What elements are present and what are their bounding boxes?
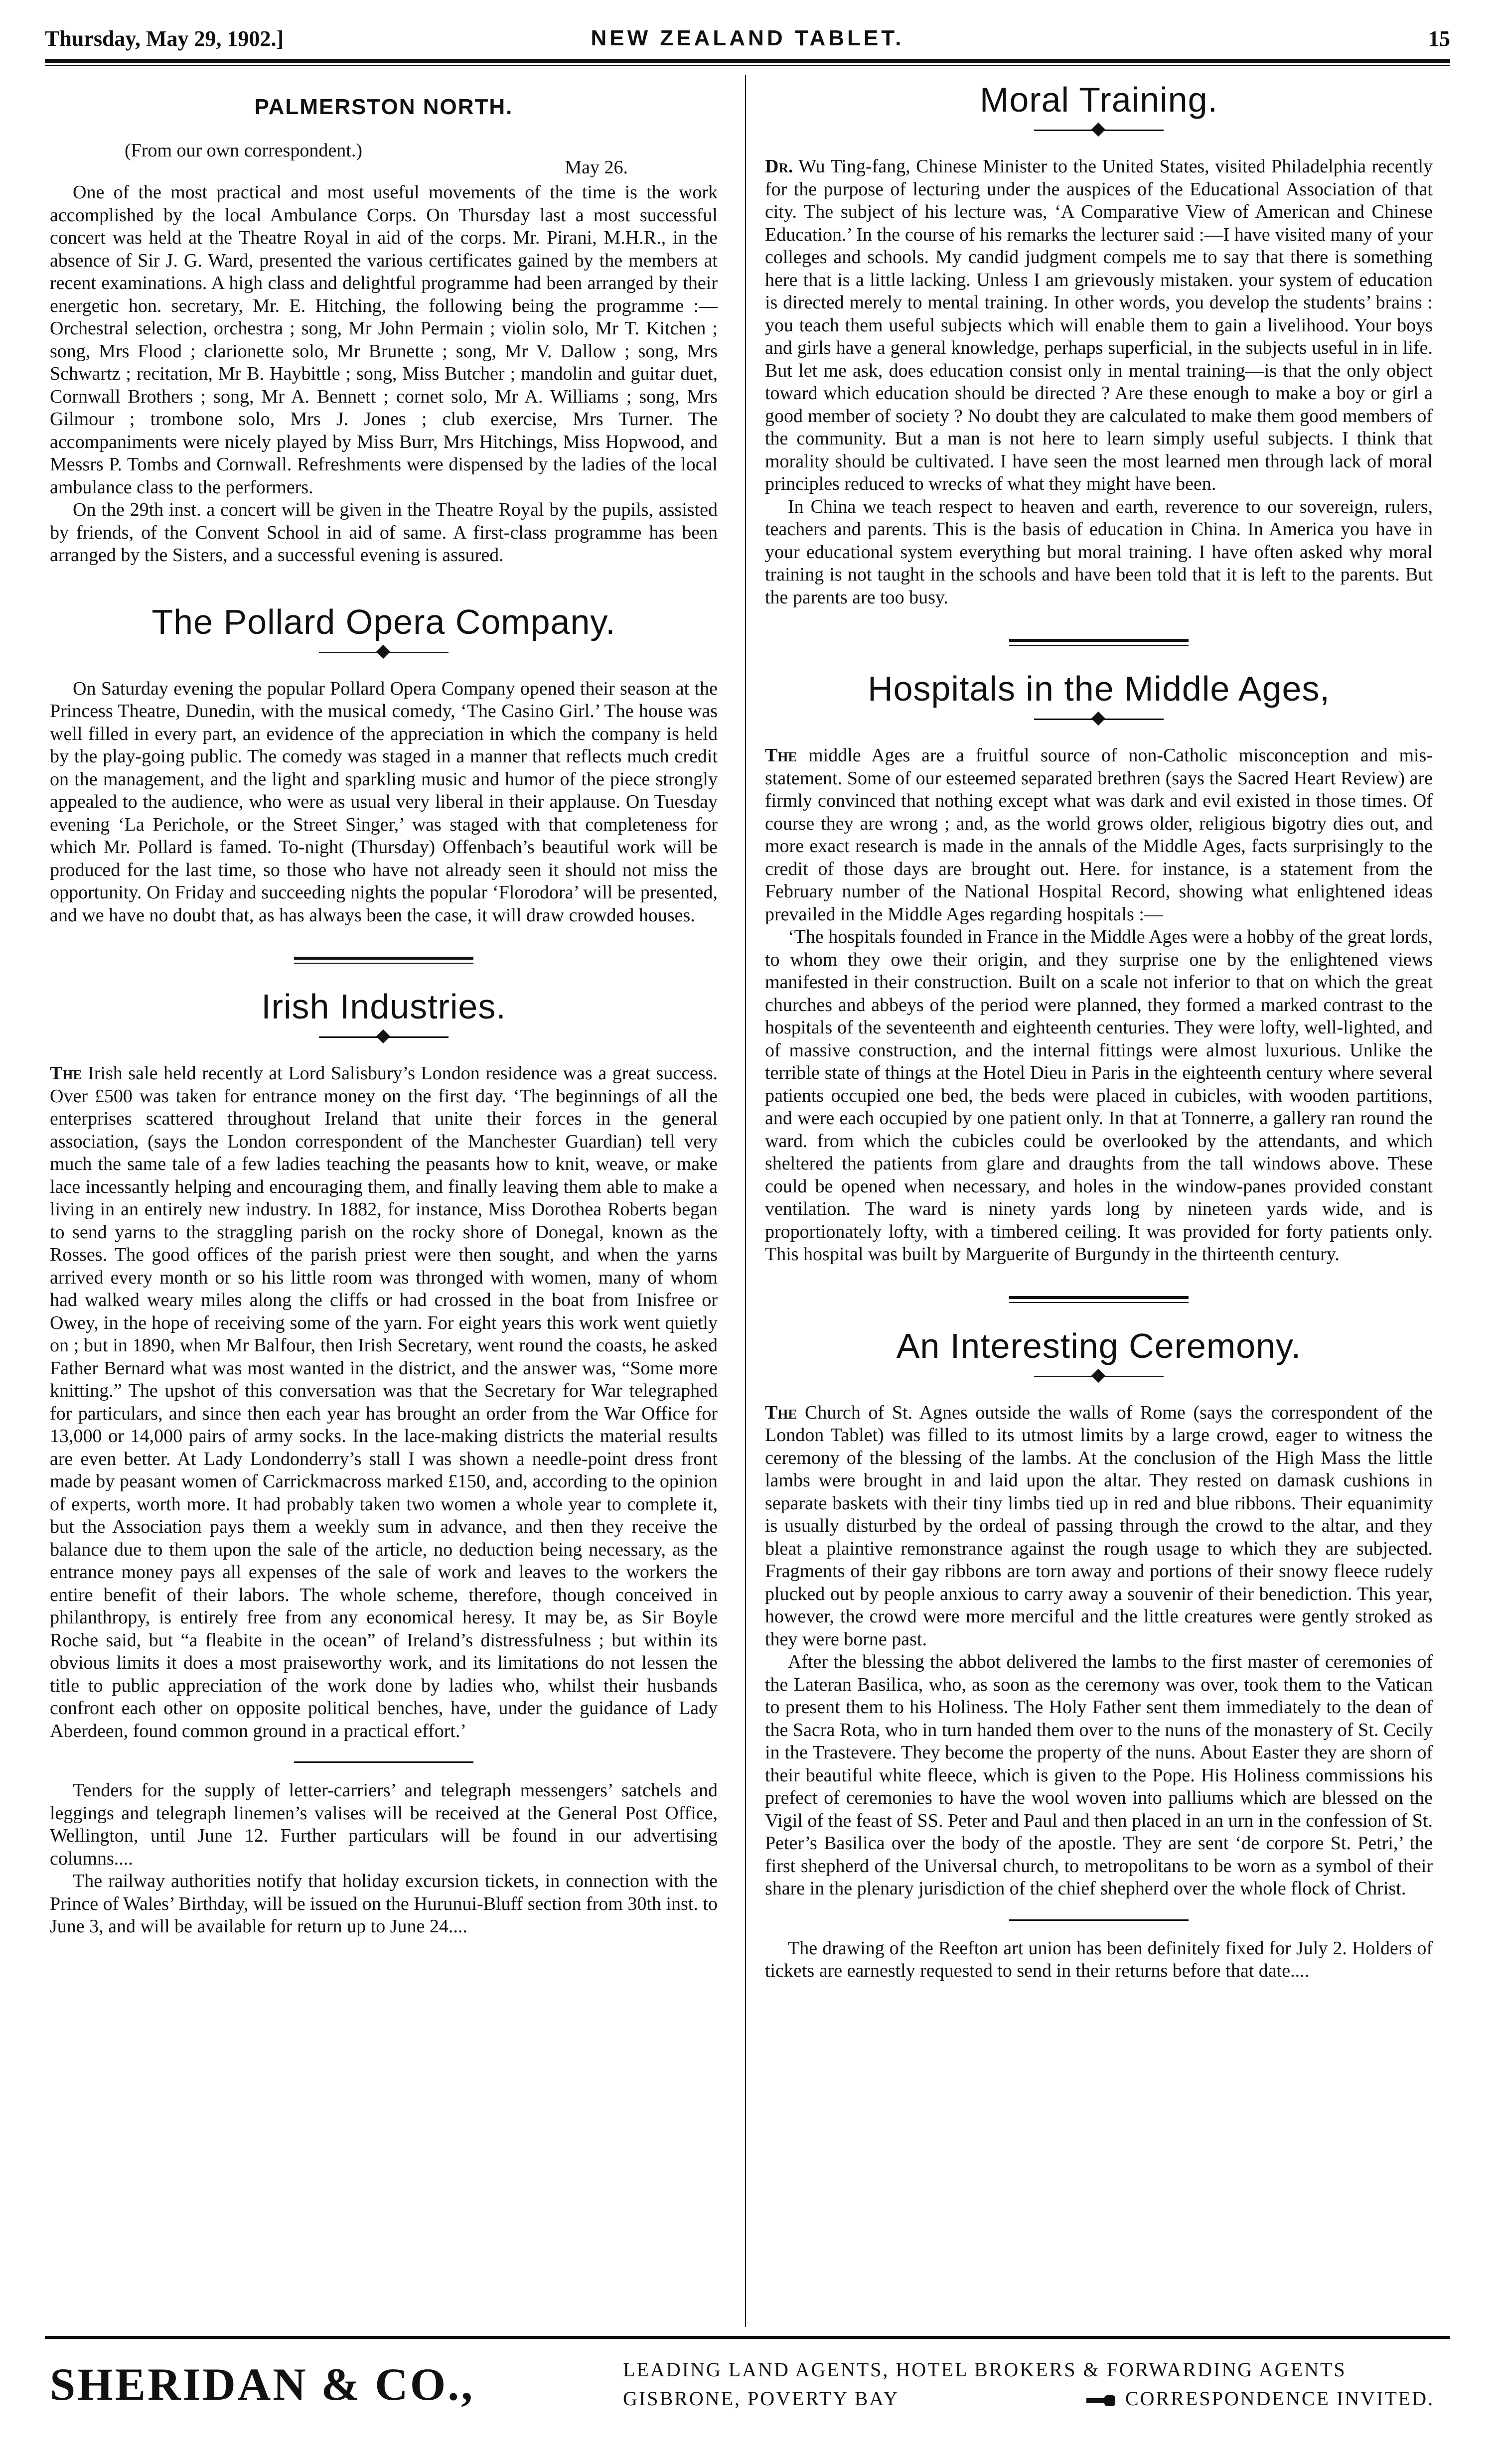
lead-word: The [50, 1063, 82, 1084]
paragraph-text: Church of St. Agnes outside the walls of Rome (says the correspondent of the London Tablet) was filled to its utmost limits by a large crowd, eager to witness the ceremony of the blessing of the lambs. At the conclusion of the High Mass the little lambs were brought in and laid upon the altar. They rested on damask cushions in separate baskets with their tiny limbs tied up in red and blue ribbons. Their equanimity is usually disturbed by the ordeal of passing through the crowd to the altar, and they bleat a plaintive remonstrance against the rough usage to which they are subjected. Fragments of their gay ribbons are torn away and portions of their snowy fleece rudely plucked out by people anxious to carry away a souvenir of their benediction. This year, however, the crowd were more merciful and the little creatures were gently stroked as they were borne past. [765, 1402, 1433, 1650]
dateline: May 26. [565, 157, 628, 178]
paragraph: In China we teach respect to heaven and earth, reverence to our sovereign, rulers, teachers and parents. This is the basis of education in China. In America you have in your educational system everything but moral training. I have often asked why moral training is not taught in the schools and have been told that it is left to the parents. But the parents are too busy. [765, 496, 1433, 608]
ornament-rule [1034, 712, 1164, 726]
ornament-rule [1034, 123, 1164, 138]
headline-palmerston-north: PALMERSTON NORTH. [254, 95, 513, 119]
short-rule [50, 1757, 718, 1767]
article-irish-industries [50, 987, 718, 1742]
short-rule [765, 1915, 1433, 1925]
advertisement-footer [45, 2348, 1450, 2428]
ad-invitation-text: CORRESPONDENCE INVITED. [1125, 2387, 1435, 2410]
masthead-rule-thin [45, 65, 1450, 66]
paragraph [50, 1062, 718, 1742]
paragraph-text: middle Ages are a fruitful source of non-Catholic misconception and mis-statement. Some of our esteemed separated brethren (says the Sacred Heart Review) are firmly convinced that nothing except what was dark and evil existed in those times. Of course they are wrong ; and, as the world grows older, religious bigotry dies out, and more exact research is made in the annals of the Middle Ages, facts surprisingly to the credit of those days are brought out. Here. for instance, is a statement from the February number of the National Hospital Record, showing what enlightened ideas prevailed in the Middle Ages regarding hospitals :— [765, 745, 1433, 925]
paragraph: One of the most practical and most useful movements of the time is the work accomplished by the local Ambulance Corps. On Thursday last a most successful concert was held at the Theatre Royal in aid of the corps. Mr. Pirani, M.H.R., in the absence of Sir J. G. Ward, presented the various certificates gained by the members at recent examinations. A high class and delightful programme had been arranged by their energetic hon. secretary, Mr. E. Hitching, the following being the programme :—Orchestral selection, orchestra ; song, Mr John Permain ; violin solo, Mr T. Kitchen ; song, Mrs Flood ; clarionette solo, Mr Brunette ; song, Mr V. Dallow ; song, Mrs Schwartz ; recitation, Mr B. Haybittle ; song, Miss Butcher ; mandolin and guitar duet, Cornwall Brothers ; song, Mr A. Bennett ; cornet solo, Mr A. Williams ; song, Mrs Gilmour ; trombone solo, Mrs J. Jones ; club exercise, Mrs Turner. The accompaniments were nicely played by Miss Burr, Mrs Hitchings, Miss Hopwood, and Messrs P. Tombs and Cornwall. Refreshments were dispensed by the ladies of the local ambulance class to the performers. [50, 182, 718, 498]
paragraph [765, 744, 1433, 926]
ad-invitation [1086, 2387, 1434, 2410]
masthead-rule [45, 59, 1450, 63]
diamond-icon [376, 644, 390, 658]
diamond-icon [376, 1029, 390, 1043]
paragraph [765, 155, 1433, 496]
headline-hospitals: Hospitals in the Middle Ages, [868, 669, 1330, 708]
issue-date: Thursday, May 29, 1902.] [45, 26, 284, 51]
byline: (From our own correspondent.) [125, 140, 363, 161]
left-column [50, 80, 718, 1938]
paragraph: On Saturday evening the popular Pollard Opera Company opened their season at the Princess Theatre, Dunedin, with the musical comedy, ‘The Casino Girl.’ The house was well filled in every part, an evidence of the appreciation in which the company is held by the play-going public. The comedy was staged in a manner that reflects much credit on the management, and the light and sparkling music and humor of the piece strongly appealed to the audience, who were as usual very liberal in their applause. On Tuesday evening ‘La Perichole, or the Street Singer,’ was staged with that completeness for which Mr. Pollard is famed. To-night (Thursday) Offenbach’s beautiful work will be produced for the last time, so those who have not already seen it should not miss the opportunity. On Friday and succeeding nights the popular ‘Florodora’ will be presented, and we have no doubt that, as has always been the case, it will draw crowded houses. [50, 678, 718, 926]
page-number: 15 [1428, 26, 1450, 51]
section-separator [765, 1291, 1433, 1311]
paragraph: The railway authorities notify that holiday excursion tickets, in connection with the Prince of Wales’ Birthday, will be issued on the Hurunui-Bluff section from 30th inst. to June 3, and will be available for return up to June 24.... [50, 1871, 718, 1937]
diamond-icon [1091, 123, 1105, 137]
ornament-rule [319, 645, 449, 660]
headline-interesting-ceremony: An Interesting Ceremony. [896, 1326, 1302, 1365]
article-moral-training [765, 80, 1433, 609]
diamond-icon [1091, 1368, 1105, 1382]
column-divider [745, 75, 746, 2327]
paragraph: After the blessing the abbot delivered the lambs to the first master of ceremonies of the Lateran Basilica, who, as soon as the ceremony was over, took them to the Vatican to present them to his Holiness. The Holy Father sent them immediately to the dean of the Sacra Rota, who in turn handed them over to the nuns of the monastery of St. Cecily in the Trastevere. They become the property of the nuns. About Easter they are shorn of their beautiful white fleece, which is given to the Pope. His Holiness commissions his prefect of ceremonies to have the wool woven into palliums which are blessed on the Vigil of the feast of SS. Peter and Paul and then placed in an urn in the confession of St. Peter’s Basilica over the body of the apostle. They are sent ‘de corpore St. Petri,’ the first shepherd of the Universal church, to metropolitans to be worn as a symbol of their share in the plenary jurisdiction of the chief shepherd over the whole flock of Christ. [765, 1651, 1433, 1899]
paragraph [765, 1402, 1433, 1651]
paragraph: On the 29th inst. a concert will be given in the Theatre Royal by the pupils, assisted by friends, of the Convent School in aid of same. A first-class programme has been arranged by the Sisters, and a successful evening is assured. [50, 499, 718, 566]
ornament-rule [319, 1029, 449, 1044]
article-palmerston-north [50, 95, 718, 567]
paper-title: NEW ZEALAND TABLET. [591, 26, 904, 50]
footer-rule [45, 2336, 1450, 2339]
ad-location: GISBRONE, POVERTY BAY [623, 2387, 899, 2410]
article-notices [50, 1779, 718, 1938]
paragraph-text: Wu Ting-fang, Chinese Minister to the United States, visited Philadelphia recently for the purpose of lecturing under the auspices of the Educational Association of that city. The subject of his lecture was, ‘A Comparative View of American and Chinese Education.’ In the course of his remarks the lecturer said :—I have visited many of your colleges and schools. My candid judgment compels me to say that there is something here that is a little lacking. Unless I am grievously mistaken. your system of education is directed merely to mental training. In other words, you develop the students’ brains : you teach them useful subjects which will enable them to gain a livelihood. Your boys and girls have a general knowledge, perhaps superficial, in the subjects useful in in life. But let me ask, does education consist only in mental training—is that the only object toward which education should be directed ? Are these enough to make a boy or girl a good member of society ? No doubt they are calculated to make them good members of the community. But a man is not here to learn simply useful subjects. I think that morality should be cultivated. I have seen the most learned men through lack of moral principles reduced to wrecks of what they might have been. [765, 156, 1433, 494]
paragraph: ‘The hospitals founded in France in the Middle Ages were a hobby of the great lords, to whom they owe their origin, and they surprise one by the enlightened views manifested in their construction. Built on a scale not inferior to that on which the great churches and abbeys of the period were planned, they formed a marked contrast to the hospitals of the seventeenth and eighteenth centuries. They were lofty, well-lighted, and of massive construction, and the internal fittings were almost luxurious. Unlike the terrible state of things at the Hotel Dieu in Paris in the eighteenth century where several patients occupied one bed, the beds were placed in cubicles, with wooden partitions, and were each occupied by one patient only. In that at Tonnerre, a gallery ran round the ward. from which the cubicles could be overlooked by the attendants, and which sheltered the patients from glare and draughts from the tall windows above. These could be opened when necessary, and holes in the window-panes provided constant ventilation. The ward is ninety yards long by nineteen yards wide, and is proportionately lofty, with a timbered ceiling. It was provided for forty patients only. This hospital was built by Marguerite of Burgundy in the thirteenth century. [765, 926, 1433, 1265]
paragraph-text: Irish sale held recently at Lord Salisbury’s London residence was a great success. Over £500 was taken for entrance money on the first day. ‘The beginnings of all the enterprises scattered throughout Ireland that unite their forces in the general association, (says the London correspondent of the Manchester Guardian) tell very much the same tale of a few ladies teaching the peasants how to knit, weave, or make lace incessantly helping and encouraging them, and finally leaving them able to make a living in an entirely new industry. In 1882, for instance, Miss Dorothea Roberts began to send yarns to the straggling parish on the rocky shore of Donegal, known as the Rosses. The good offices of the parish priest were then sought, and when the yarns arrived every month or so his little room was thronged with women, many of whom had walked weary miles along the cliffs or had crossed in the boat from Inisfree or Owey, in the hope of receiving some of the yarn. For eight years this work went quietly on ; but in 1890, when Mr Balfour, then Irish Secretary, went round the coasts, he asked Father Bernard what was most wanted in the district, and the answer was, “Some more knitting.” The upshot of this conversation was that the Secretary for War telegraphed for particulars, and since then each year has brought an order from the War Office for 13,000 or 14,000 pairs of army socks. In the lace-making districts the material results are even better. At Lady Londonderry’s stall I was shown a needle-point dress front made by peasant women of Carrickmacross marked £150, and, according to the opinion of experts, worth more. It had probably taken two women a whole year to complete it, but the Association pays them a weekly sum in advance, and then they receive the balance due to them upon the sale of the article, no deduction being necessary, as the entrance money pays all expenses of the sale of work and leaves to the workers the entire benefit of their labors. The whole scheme, therefore, though conceived in philanthropy, is entirely free from any economical heresy. It may be, as Sir Boyle Roche said, but “a fleabite in the ocean” of Ireland’s distressfulness ; but within its obvious limits it does a most praiseworthy work, and its limitations do not lessen the title to public appreciation of the work done by ladies who, whilst their husbands confront each other on opposite political benches, have, under the guidance of Lady Aberdeen, found common ground in a practical effort.’ [50, 1063, 718, 1741]
ornament-rule [1034, 1369, 1164, 1384]
pointing-hand-icon [1086, 2394, 1116, 2407]
masthead [45, 26, 1450, 55]
ad-services: LEADING LAND AGENTS, HOTEL BROKERS & FORWARDING AGENTS [623, 2358, 1347, 2381]
article-interesting-ceremony [765, 1326, 1433, 1900]
headline-pollard-opera: The Pollard Opera Company. [151, 602, 616, 641]
section-separator [50, 952, 718, 972]
article-pollard-opera [50, 602, 718, 927]
paragraph: Tenders for the supply of letter-carriers’ and telegraph messengers’ satchels and leggings and telegraph linemen’s valises will be received at the General Post Office, Wellington, until June 12. Further particulars will be found in our advertising columns.... [50, 1780, 718, 1869]
diamond-icon [1091, 712, 1105, 725]
lead-word: The [765, 745, 797, 766]
paragraph: The drawing of the Reefton art union has been definitely fixed for July 2. Holders of tickets are earnestly requested to send in their returns before that date.... [765, 1937, 1433, 1981]
lead-word: Dr. [765, 156, 793, 177]
headline-moral-training: Moral Training. [980, 80, 1218, 119]
lead-word: The [765, 1402, 797, 1423]
section-separator [765, 634, 1433, 654]
article-hospitals [765, 669, 1433, 1266]
article-reefton-notice [765, 1937, 1433, 1983]
advertiser-name: SHERIDAN & CO., [50, 2359, 475, 2410]
headline-irish-industries: Irish Industries. [261, 987, 506, 1026]
right-column [765, 80, 1433, 1983]
